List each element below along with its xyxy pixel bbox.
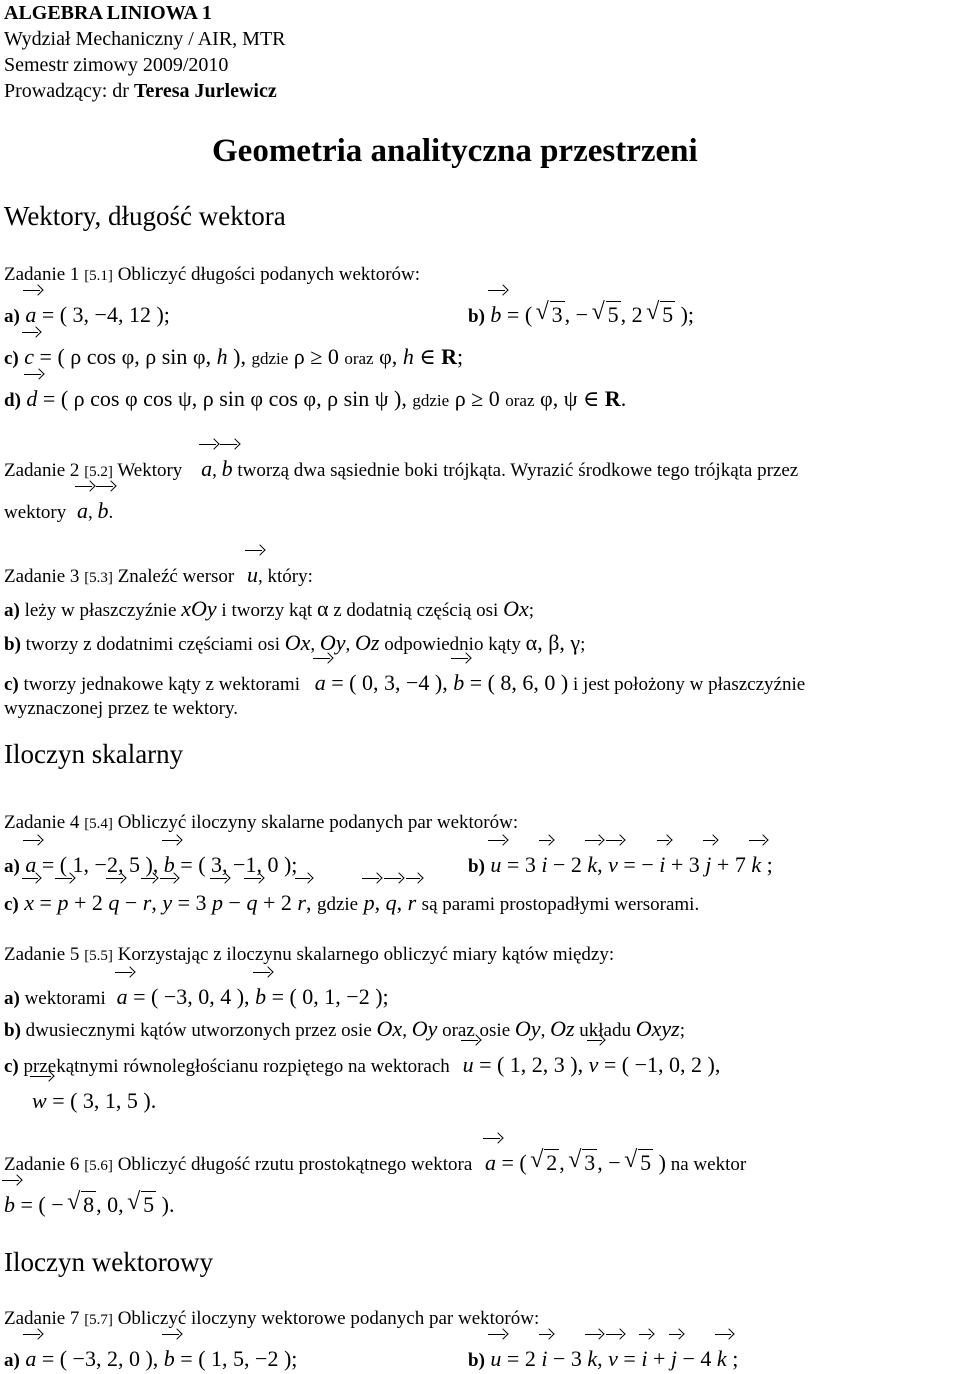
task-ref: [5.1] — [84, 268, 113, 284]
task-5c: c) przekątnymi równoległościanu rozpiętego na wektorach u = ( 1, 2, 3 ), v = ( −1, 0, 2 ), — [4, 1052, 721, 1077]
task-6-line-1: Zadanie 6 [5.6] Obliczyć długość rzutu prostokątnego wektora a = ( √ 2, √ 3, − √ 5 ) na wektor — [4, 1150, 746, 1177]
word-gdzie: gdzie — [251, 349, 289, 368]
lecturer-prefix: Prowadzący: dr — [4, 80, 134, 102]
word-oraz: oraz — [344, 349, 374, 368]
faculty: Wydział Mechaniczny / AIR, MTR — [4, 28, 286, 50]
task-4b: b) u = 3 i − 2 k, v = − i + 3 j + 7 k ; — [468, 852, 773, 877]
task-3c: c) tworzy jednakowe kąty z wektorami a = ( 0, 3, −4 ), b = ( 8, 6, 0 ) i jest położony w płaszczyźnie — [4, 670, 806, 695]
task-1-heading — [4, 264, 420, 287]
lecturer-name: Teresa Jurlewicz — [133, 80, 277, 102]
task-5-heading: Zadanie 5 [5.5] Korzystając z iloczynu skalarnego obliczyć miary kątów między: — [4, 944, 615, 965]
task-3a: a) leży w płaszczyźnie xOy i tworzy kąt α z dodatnią częścią osi Ox; — [4, 596, 535, 621]
task-1b: b) b = ( √ 3, − √ 5, 2 √ 5 ); — [468, 302, 694, 329]
word-gdzie: gdzie — [412, 391, 450, 410]
task-7-heading: Zadanie 7 [5.7] Obliczyć iloczyny wektorowe podanych par wektorów: — [4, 1308, 540, 1329]
task-2-line-1: Zadanie 2 [5.2] Wektory a, b tworzą dwa sąsiednie boki trójkąta. Wyrazić środkowe tego trójkąta przez — [4, 456, 799, 481]
document-header — [4, 0, 286, 104]
task-3b: b) tworzy z dodatnimi częściami osi Ox, Oy, Oz odpowiednio kąty α, β, γ; — [4, 630, 586, 655]
task-label: Zadanie 1 — [4, 264, 80, 285]
task-text: Obliczyć długości podanych wektorów: — [117, 264, 421, 285]
word-oraz: oraz — [505, 391, 535, 410]
task-4a: a) a = ( 1, −2, 5 ), b = ( 3, −1, 0 ); — [4, 852, 298, 877]
task-2-line-2: wektory a, b. — [4, 498, 114, 523]
task-3c-cont: wyznaczonej przez te wektory. — [4, 698, 239, 719]
page-title: Geometria analityczna przestrzeni — [212, 133, 698, 169]
section-vectors: Wektory, długość wektora — [4, 201, 286, 231]
task-6-line-2: b = ( − √ 8, 0, √ 5 ). — [4, 1192, 174, 1218]
task-7b: b) u = 2 i − 3 k, v = i + j − 4 k ; — [468, 1346, 739, 1371]
task-4c: c) x = p + 2 q − r, y = 3 p − q + 2 r, gdzie p, q, r są parami prostopadłymi wersorami. — [4, 890, 700, 915]
task-1c: c) c = ( ρ cos φ, ρ sin φ, h ), gdzie ρ ≥ 0 oraz φ, h ∈ R; — [4, 344, 464, 369]
section-cross-product: Iloczyn wektorowy — [4, 1247, 214, 1277]
section-dot-product: Iloczyn skalarny — [4, 739, 184, 769]
course-title: ALGEBRA LINIOWA 1 — [4, 2, 212, 24]
task-7a: a) a = ( −3, 2, 0 ), b = ( 1, 5, −2 ); — [4, 1346, 298, 1371]
task-4-heading: Zadanie 4 [5.4] Obliczyć iloczyny skalarne podanych par wektorów: — [4, 812, 519, 833]
semester: Semestr zimowy 2009/2010 — [4, 54, 229, 76]
task-3-heading: Zadanie 3 [5.3] Znaleźć wersor u, który: — [4, 562, 313, 587]
lecturer — [4, 78, 286, 104]
task-1d: d) d = ( ρ cos φ cos ψ, ρ sin φ cos φ, ρ sin ψ ), gdzie ρ ≥ 0 oraz φ, ψ ∈ R. — [4, 386, 627, 411]
task-5c-cont: w = ( 3, 1, 5 ). — [32, 1088, 157, 1113]
task-1a: a) a = ( 3, −4, 12 ); — [4, 302, 170, 327]
task-5b: b) dwusiecznymi kątów utworzonych przez osie Ox, Oy oraz osie Oy, Oz układu Oxyz; — [4, 1016, 685, 1041]
task-5a: a) wektorami a = ( −3, 0, 4 ), b = ( 0, 1, −2 ); — [4, 984, 389, 1009]
